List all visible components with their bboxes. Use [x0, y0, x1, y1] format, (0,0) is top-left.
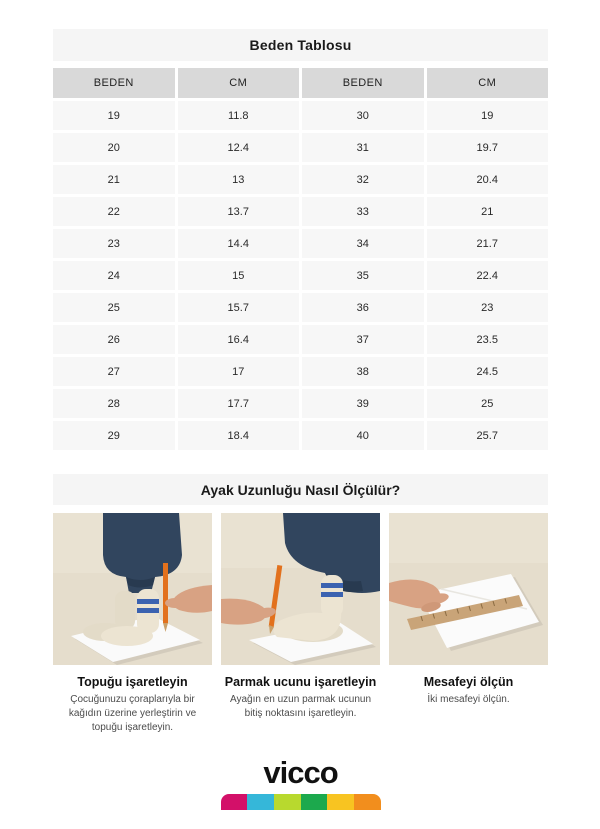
brand-logo: vicco [263, 755, 338, 790]
step-title: Mesafeyi ölçün [423, 675, 514, 689]
size-cell: 32 [302, 165, 424, 194]
step-card-measure-distance [389, 513, 548, 735]
size-cell: 21 [53, 165, 175, 194]
cm-cell: 21 [427, 197, 549, 226]
color-segment [274, 794, 301, 810]
cm-cell: 25 [427, 389, 549, 418]
cm-cell: 12.4 [178, 133, 300, 162]
cm-cell: 15 [178, 261, 300, 290]
color-segment [301, 794, 328, 810]
step-description: İki mesafeyi ölçün. [427, 694, 510, 705]
mark-toe-photo [221, 513, 380, 665]
cm-cell: 19 [427, 101, 549, 130]
size-cell: 22 [53, 197, 175, 226]
size-cell: 25 [53, 293, 175, 322]
cm-cell: 23.5 [427, 325, 549, 354]
cm-cell: 23 [427, 293, 549, 322]
size-cell: 30 [302, 101, 424, 130]
size-cell: 34 [302, 229, 424, 258]
cm-cell: 24.5 [427, 357, 549, 386]
brand-footer [53, 757, 548, 810]
size-cell: 23 [53, 229, 175, 258]
cm-cell: 15.7 [178, 293, 300, 322]
size-cell: 29 [53, 421, 175, 450]
size-table [53, 68, 548, 450]
size-cell: 40 [302, 421, 424, 450]
step-description: Ayağın en uzun parmak ucunun bitiş noktasını işaretleyin. [229, 694, 372, 719]
cm-cell: 22.4 [427, 261, 549, 290]
cm-cell: 19.7 [427, 133, 549, 162]
size-guide-page [53, 29, 548, 810]
cm-cell: 21.7 [427, 229, 549, 258]
cm-cell: 17 [178, 357, 300, 386]
size-cell: 28 [53, 389, 175, 418]
cm-cell: 16.4 [178, 325, 300, 354]
color-segment [221, 794, 248, 810]
color-segment [327, 794, 354, 810]
step-title: Parmak ucunu işaretleyin [224, 675, 377, 689]
color-segment [247, 794, 274, 810]
size-cell: 24 [53, 261, 175, 290]
size-table-title: Beden Tablosu [53, 29, 548, 61]
column-header-cm: CM [427, 68, 549, 98]
cm-cell: 11.8 [178, 101, 300, 130]
step-description: Çocuğunuzu çoraplarıyla bir kağıdın üzerine yerleştirin ve topuğu işaretleyin. [68, 694, 197, 733]
size-cell: 27 [53, 357, 175, 386]
column-header-size: BEDEN [53, 68, 175, 98]
mark-heel-photo [53, 513, 212, 665]
size-cell: 37 [302, 325, 424, 354]
size-cell: 19 [53, 101, 175, 130]
measure-distance-photo [389, 513, 548, 665]
size-cell: 39 [302, 389, 424, 418]
size-cell: 38 [302, 357, 424, 386]
step-card-mark-toe [221, 513, 380, 735]
step-card-mark-heel [53, 513, 212, 735]
column-header-cm: CM [178, 68, 300, 98]
size-cell: 20 [53, 133, 175, 162]
measure-steps [53, 513, 548, 735]
cm-cell: 20.4 [427, 165, 549, 194]
cm-cell: 13.7 [178, 197, 300, 226]
step-title: Topuğu işaretleyin [77, 675, 188, 689]
size-cell: 31 [302, 133, 424, 162]
color-segment [354, 794, 381, 810]
size-cell: 35 [302, 261, 424, 290]
cm-cell: 14.4 [178, 229, 300, 258]
cm-cell: 25.7 [427, 421, 549, 450]
size-cell: 33 [302, 197, 424, 226]
cm-cell: 13 [178, 165, 300, 194]
size-cell: 26 [53, 325, 175, 354]
cm-cell: 18.4 [178, 421, 300, 450]
brand-color-bar [221, 794, 381, 810]
size-cell: 36 [302, 293, 424, 322]
column-header-size: BEDEN [302, 68, 424, 98]
measure-guide-title: Ayak Uzunluğu Nasıl Ölçülür? [53, 474, 548, 505]
cm-cell: 17.7 [178, 389, 300, 418]
